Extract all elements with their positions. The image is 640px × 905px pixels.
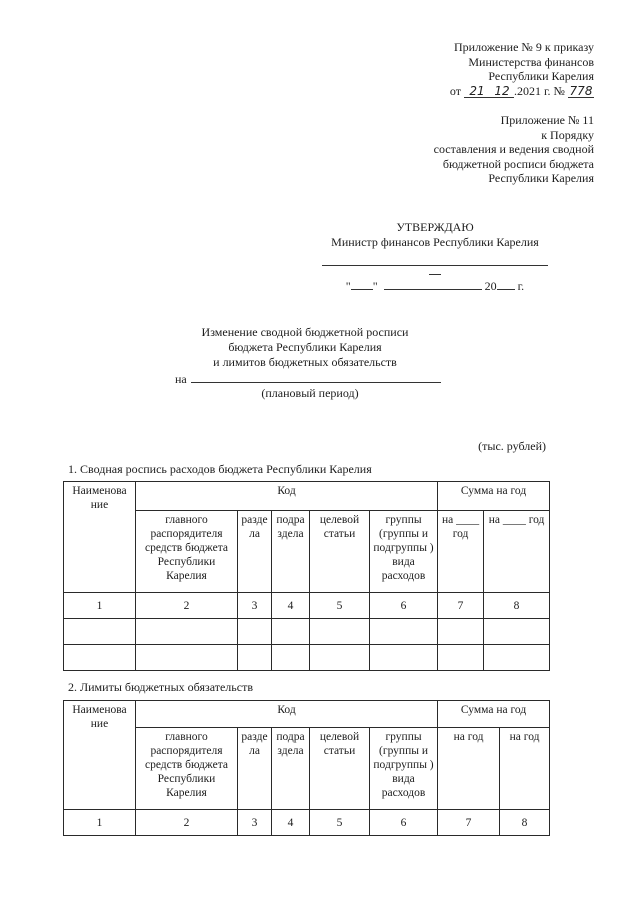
- section-1-title: 1. Сводная роспись расходов бюджета Республики Карелия: [68, 462, 372, 476]
- handwritten-month: 12: [490, 85, 514, 98]
- empty-cell: [484, 645, 550, 671]
- header-name: Наименова ние: [64, 701, 136, 810]
- subheader-cell: подра здела: [272, 728, 310, 810]
- subheader-cell: на год: [438, 728, 500, 810]
- appendix-11-line: составления и ведения сводной: [433, 142, 594, 156]
- empty-cell: [64, 645, 136, 671]
- subheader-cell: разде ла: [238, 728, 272, 810]
- title-line: и лимитов бюджетных обязательств: [213, 355, 397, 369]
- empty-cell: [238, 645, 272, 671]
- empty-cell: [370, 645, 438, 671]
- approval-date-line: [300, 279, 570, 294]
- appendix-9-line: Республики Карелия: [488, 69, 594, 83]
- empty-cell: [484, 619, 550, 645]
- year-prefix: 20: [484, 279, 497, 293]
- title-line: бюджета Республики Карелия: [228, 340, 382, 354]
- approval-heading: УТВЕРЖДАЮ: [396, 220, 474, 234]
- limits-table: [63, 700, 550, 836]
- approval-block: [300, 220, 570, 294]
- appendix-9-line: Министерства финансов: [468, 54, 594, 69]
- empty-cell: [136, 645, 238, 671]
- column-number-row: [64, 810, 550, 836]
- header-sum: Сумма на год: [438, 701, 550, 728]
- appendix-11-line: Республики Карелия: [488, 171, 594, 185]
- column-number: 8: [484, 593, 550, 619]
- handwritten-order-number: 778: [569, 83, 593, 98]
- appendix-11-line: Приложение № 11: [500, 113, 594, 127]
- column-number: 4: [272, 593, 310, 619]
- appendix-11-header: [434, 113, 594, 186]
- date-close-quote: ": [372, 279, 378, 293]
- column-number: 6: [370, 593, 438, 619]
- empty-cell: [272, 619, 310, 645]
- period-line: [175, 372, 441, 387]
- empty-cell: [310, 645, 370, 671]
- document-title: [155, 325, 455, 370]
- empty-cell: [438, 645, 484, 671]
- subheader-cell: целевой статьи: [310, 511, 370, 593]
- column-number: 4: [272, 810, 310, 836]
- table-header-row: [64, 701, 550, 728]
- order-date-line: [450, 84, 594, 99]
- subheader-cell: на ____ год: [484, 511, 550, 593]
- signature-line: [322, 254, 548, 266]
- column-number: 7: [438, 810, 500, 836]
- table-row: [64, 619, 550, 645]
- month-blank: [384, 279, 482, 290]
- column-number: 7: [438, 593, 484, 619]
- order-year-text: .2021 г. №: [513, 83, 565, 98]
- date-prefix: от: [449, 83, 461, 98]
- title-line: Изменение сводной бюджетной росписи: [201, 325, 409, 339]
- column-number: 6: [370, 810, 438, 836]
- column-number-row: [64, 593, 550, 619]
- column-number: 1: [64, 810, 136, 836]
- table-subheader-row: [64, 511, 550, 593]
- empty-cell: [310, 619, 370, 645]
- table-header-row: [64, 482, 550, 511]
- approval-position: Министр финансов Республики Карелия: [331, 234, 539, 249]
- column-number: 2: [136, 593, 238, 619]
- subheader-cell: группы (группы и подгруппы ) вида расходов: [370, 511, 438, 593]
- subheader-cell: на год: [500, 728, 550, 810]
- table-row: [64, 645, 550, 671]
- units-label: (тыс. рублей): [478, 439, 546, 453]
- period-label: на: [175, 372, 187, 386]
- column-number: 5: [310, 810, 370, 836]
- date-open-quote: ": [345, 279, 351, 293]
- year-suffix: г.: [517, 279, 525, 293]
- column-number: 8: [500, 810, 550, 836]
- empty-cell: [136, 619, 238, 645]
- appendix-9-line: Приложение № 9 к приказу: [454, 40, 594, 54]
- handwritten-day: 21: [464, 85, 490, 98]
- subheader-cell: на ____ год: [438, 511, 484, 593]
- signature-short-line: [429, 266, 441, 275]
- column-number: 3: [238, 810, 272, 836]
- column-number: 2: [136, 810, 238, 836]
- column-number: 5: [310, 593, 370, 619]
- subheader-cell: подра здела: [272, 511, 310, 593]
- period-blank: [191, 372, 441, 383]
- expenditure-table: [63, 481, 550, 671]
- appendix-11-line: к Порядку: [541, 127, 594, 142]
- empty-cell: [238, 619, 272, 645]
- header-sum: Сумма на год: [438, 482, 550, 511]
- column-number: 3: [238, 593, 272, 619]
- empty-cell: [272, 645, 310, 671]
- empty-cell: [438, 619, 484, 645]
- period-caption: (плановый период): [261, 386, 359, 400]
- appendix-9-header: [450, 40, 594, 98]
- section-2-title: 2. Лимиты бюджетных обязательств: [68, 680, 253, 694]
- header-code: Код: [136, 482, 438, 511]
- header-code: Код: [136, 701, 438, 728]
- subheader-cell: группы (группы и подгруппы ) вида расходов: [370, 728, 438, 810]
- column-number: 1: [64, 593, 136, 619]
- empty-cell: [370, 619, 438, 645]
- day-blank: [351, 279, 373, 290]
- subheader-cell: целевой статьи: [310, 728, 370, 810]
- year-blank: [497, 279, 515, 290]
- subheader-cell: главного распорядителя средств бюджета Республики Карелия: [136, 728, 238, 810]
- subheader-cell: главного распорядителя средств бюджета Республики Карелия: [136, 511, 238, 593]
- empty-cell: [64, 619, 136, 645]
- header-name: Наименова ние: [64, 482, 136, 593]
- appendix-11-line: бюджетной росписи бюджета: [442, 156, 594, 171]
- table-subheader-row: [64, 728, 550, 810]
- subheader-cell: разде ла: [238, 511, 272, 593]
